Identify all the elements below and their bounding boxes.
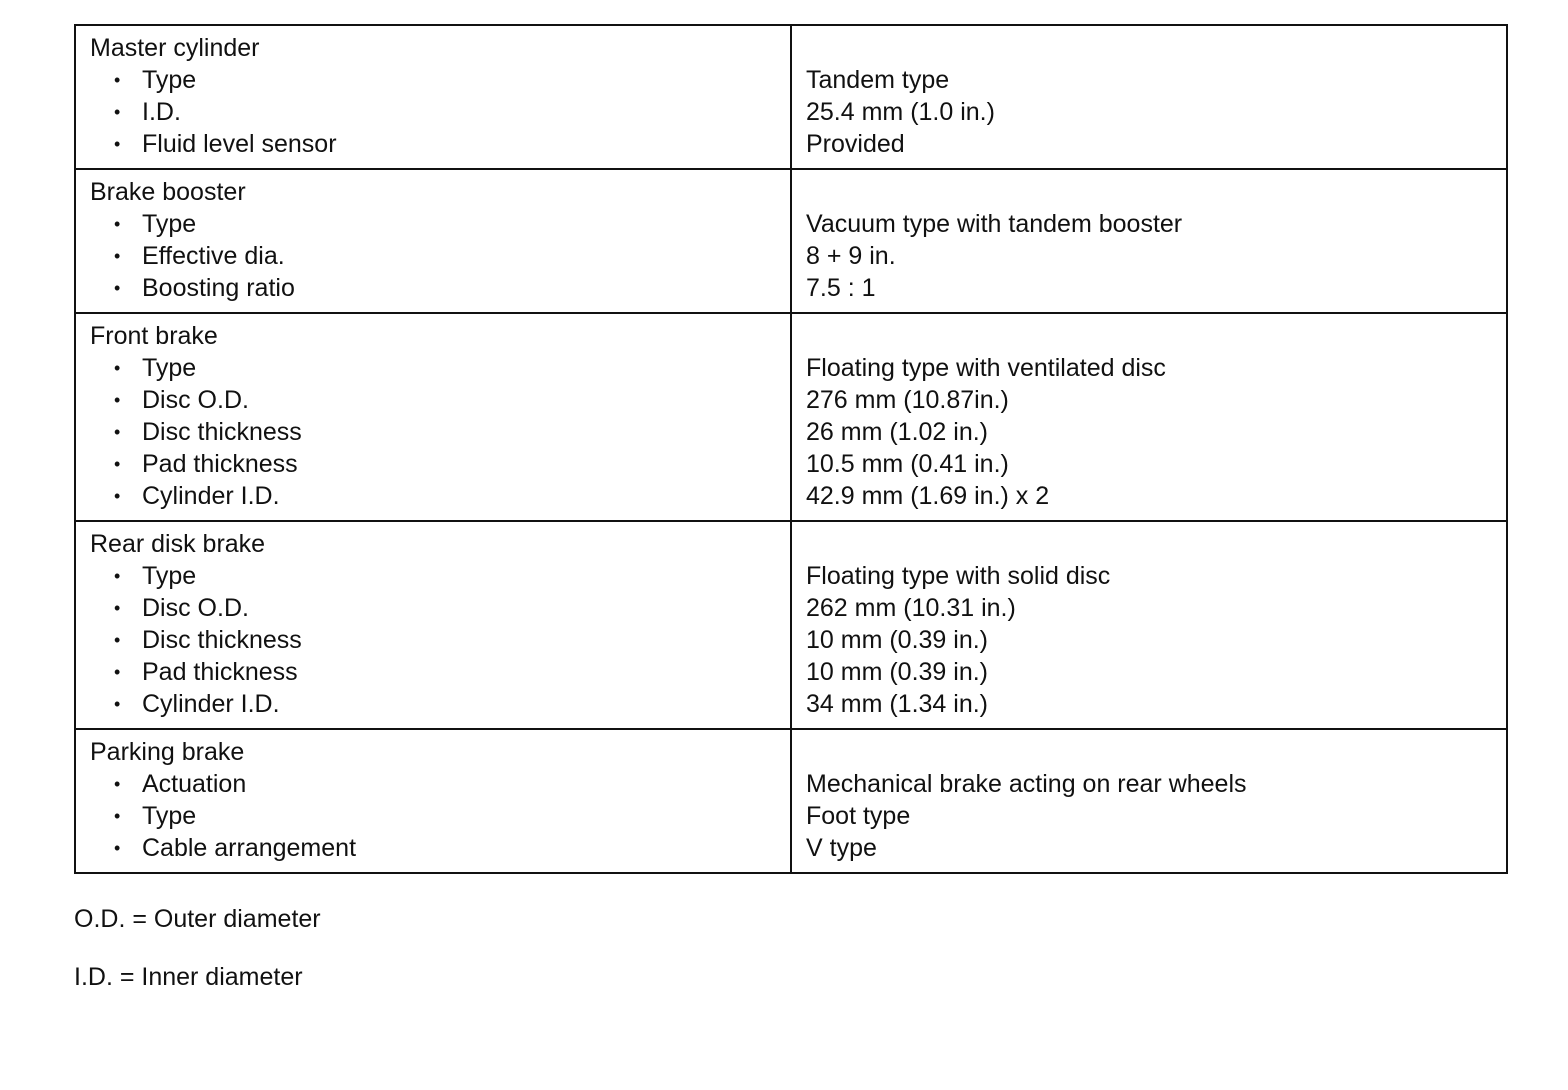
value-cell bbox=[791, 313, 1507, 521]
spec-value: Provided bbox=[806, 130, 905, 158]
footnotes bbox=[74, 903, 321, 1019]
spec-value: 276 mm (10.87in.) bbox=[806, 386, 1009, 414]
group-title: Rear disk brake bbox=[90, 530, 266, 558]
spec-value: Vacuum type with tandem booster bbox=[806, 210, 1183, 238]
spec-label: • Type bbox=[114, 562, 197, 590]
spec-label: • I.D. bbox=[114, 98, 181, 126]
bullet-icon: • bbox=[114, 214, 121, 234]
spec-value: Floating type with solid disc bbox=[806, 562, 1111, 590]
spec-value: 7.5 : 1 bbox=[806, 274, 876, 302]
bullet-icon: • bbox=[114, 422, 121, 442]
bullet-icon: • bbox=[114, 806, 121, 826]
label-cell bbox=[75, 169, 791, 313]
table-row-front-brake bbox=[75, 313, 1507, 521]
label-cell bbox=[75, 313, 791, 521]
table-row-parking-brake bbox=[75, 729, 1507, 873]
value-cell bbox=[791, 169, 1507, 313]
label-cell bbox=[75, 521, 791, 729]
bullet-icon: • bbox=[114, 278, 121, 298]
spec-label: • Disc O.D. bbox=[114, 386, 249, 414]
spec-label: • Cable arrangement bbox=[114, 834, 357, 862]
spec-label: • Cylinder I.D. bbox=[114, 482, 280, 510]
bullet-icon: • bbox=[114, 694, 121, 714]
spec-value: Floating type with ventilated disc bbox=[806, 354, 1166, 382]
bullet-icon: • bbox=[114, 662, 121, 682]
bullet-icon: • bbox=[114, 390, 121, 410]
bullet-icon: • bbox=[114, 566, 121, 586]
spec-value: Foot type bbox=[806, 802, 911, 830]
spec-value: 34 mm (1.34 in.) bbox=[806, 690, 989, 718]
bullet-icon: • bbox=[114, 598, 121, 618]
spec-label: • Disc thickness bbox=[114, 418, 302, 446]
bullet-icon: • bbox=[114, 774, 121, 794]
spec-value: Tandem type bbox=[806, 66, 950, 94]
spec-value: 42.9 mm (1.69 in.) x 2 bbox=[806, 482, 1050, 510]
spec-label: • Type bbox=[114, 802, 197, 830]
spec-label: • Actuation bbox=[114, 770, 247, 798]
label-cell bbox=[75, 25, 791, 169]
bullet-icon: • bbox=[114, 838, 121, 858]
spec-value: Mechanical brake acting on rear wheels bbox=[806, 770, 1247, 798]
bullet-icon: • bbox=[114, 454, 121, 474]
spec-value: 10 mm (0.39 in.) bbox=[806, 626, 989, 654]
value-cell bbox=[791, 521, 1507, 729]
footnote-id: I.D. = Inner diameter bbox=[74, 963, 303, 991]
brake-specifications-table bbox=[74, 24, 1508, 874]
table-row-master-cylinder bbox=[75, 25, 1507, 169]
bullet-icon: • bbox=[114, 70, 121, 90]
spec-label: • Pad thickness bbox=[114, 658, 298, 686]
table-row-brake-booster bbox=[75, 169, 1507, 313]
spec-value: 25.4 mm (1.0 in.) bbox=[806, 98, 995, 126]
spec-value: 8 + 9 in. bbox=[806, 242, 896, 270]
bullet-icon: • bbox=[114, 358, 121, 378]
group-title: Master cylinder bbox=[90, 34, 260, 62]
bullet-icon: • bbox=[114, 246, 121, 266]
spec-value: 262 mm (10.31 in.) bbox=[806, 594, 1016, 622]
spec-value: 26 mm (1.02 in.) bbox=[806, 418, 989, 446]
spec-label: • Disc O.D. bbox=[114, 594, 249, 622]
spec-label: • Type bbox=[114, 66, 197, 94]
spec-value: 10 mm (0.39 in.) bbox=[806, 658, 989, 686]
spec-label: • Effective dia. bbox=[114, 242, 285, 270]
value-cell bbox=[791, 25, 1507, 169]
group-title: Front brake bbox=[90, 322, 218, 350]
footnote-od: O.D. = Outer diameter bbox=[74, 905, 321, 933]
table-row-rear-disk-brake bbox=[75, 521, 1507, 729]
bullet-icon: • bbox=[114, 102, 121, 122]
spec-label: • Type bbox=[114, 354, 197, 382]
group-title: Brake booster bbox=[90, 178, 246, 206]
spec-label: • Pad thickness bbox=[114, 450, 298, 478]
bullet-icon: • bbox=[114, 134, 121, 154]
spec-label: • Boosting ratio bbox=[114, 274, 295, 302]
value-cell bbox=[791, 729, 1507, 873]
label-cell bbox=[75, 729, 791, 873]
bullet-icon: • bbox=[114, 630, 121, 650]
spec-label: • Cylinder I.D. bbox=[114, 690, 280, 718]
group-title: Parking brake bbox=[90, 738, 245, 766]
spec-label: • Type bbox=[114, 210, 197, 238]
spec-label: • Disc thickness bbox=[114, 626, 302, 654]
spec-value: V type bbox=[806, 834, 877, 862]
spec-value: 10.5 mm (0.41 in.) bbox=[806, 450, 1009, 478]
bullet-icon: • bbox=[114, 486, 121, 506]
spec-label: • Fluid level sensor bbox=[114, 130, 337, 158]
